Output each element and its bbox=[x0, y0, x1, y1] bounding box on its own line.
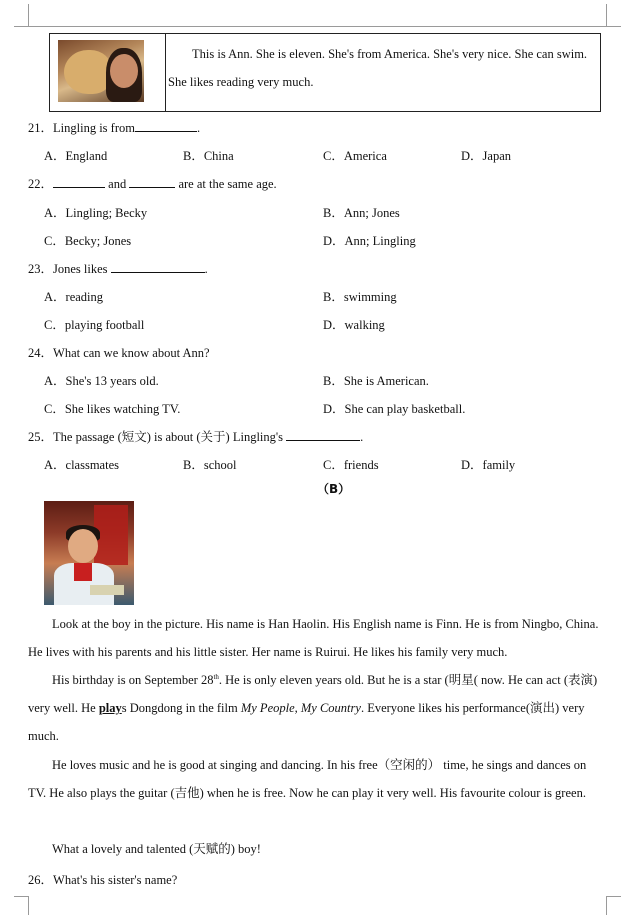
answer-blank bbox=[286, 429, 360, 441]
option-23-d[interactable]: D．walking bbox=[323, 318, 385, 332]
crop-mark-bottom-right bbox=[606, 896, 621, 915]
answer-blank bbox=[129, 176, 175, 188]
option-23-a[interactable]: A．reading bbox=[44, 290, 104, 304]
section-b-heading: （B） bbox=[317, 482, 351, 496]
ann-info-card bbox=[49, 33, 601, 112]
option-24-c[interactable]: C．She likes watching TV. bbox=[44, 402, 181, 416]
paragraph-1: Look at the boy in the picture. His name is Han Haolin. His English name is Finn. He is from Ningbo, China. He lives with his parents and his little sister. Her name is Ruirui. He likes his family very much. bbox=[28, 617, 599, 659]
option-22-d[interactable]: D．Ann; Lingling bbox=[323, 234, 416, 248]
ann-description: This is Ann. She is eleven. She's from America. She's very nice. She can swim. She likes reading very much. bbox=[168, 47, 588, 89]
paragraph-4: What a lovely and talented (天赋的) boy! bbox=[52, 842, 261, 856]
answer-blank bbox=[53, 176, 105, 188]
crop-mark-top-left bbox=[14, 4, 29, 27]
option-22-c[interactable]: C．Becky; Jones bbox=[44, 234, 132, 248]
crop-mark-bottom-left bbox=[14, 896, 29, 915]
question-22: 22． and are at the same age. bbox=[28, 177, 277, 191]
option-21-d[interactable]: D．Japan bbox=[461, 149, 511, 163]
film-poster-photo bbox=[44, 501, 134, 605]
crop-mark-top-right bbox=[606, 4, 621, 27]
option-23-b[interactable]: B．swimming bbox=[323, 290, 397, 304]
option-23-c[interactable]: C．playing football bbox=[44, 318, 145, 332]
header-rule bbox=[28, 26, 606, 27]
question-25: 25．The passage (短文) is about (关于) Lingling's . bbox=[28, 430, 364, 444]
card-divider bbox=[165, 34, 166, 111]
option-25-b[interactable]: B．school bbox=[183, 458, 237, 472]
option-25-c[interactable]: C．friends bbox=[323, 458, 379, 472]
paragraph-2: His birthday is on September 28th. He is only eleven years old. But he is a star (明星( now. He can act (表演) very well. He plays Dongdong in the film My People, My Country. Everyone likes his performance(演出) very much. bbox=[28, 672, 598, 743]
question-23: 23．Jones likes . bbox=[28, 262, 208, 276]
option-21-c[interactable]: C．America bbox=[323, 149, 387, 163]
option-24-a[interactable]: A．She's 13 years old. bbox=[44, 374, 159, 388]
option-24-b[interactable]: B．She is American. bbox=[323, 374, 429, 388]
ann-photo bbox=[58, 40, 144, 102]
option-22-b[interactable]: B．Ann; Jones bbox=[323, 206, 400, 220]
paragraph-3: He loves music and he is good at singing and dancing. In his free（空闲的） time, he sings and dances on TV. He also plays the guitar (吉他) when he is free. Now he can play it very well. His favourite colour is green. bbox=[28, 758, 587, 800]
question-24: 24．What can we know about Ann? bbox=[28, 346, 210, 360]
option-24-d[interactable]: D．She can play basketball. bbox=[323, 402, 466, 416]
option-21-b[interactable]: B．China bbox=[183, 149, 234, 163]
answer-blank bbox=[135, 120, 197, 132]
option-22-a[interactable]: A．Lingling; Becky bbox=[44, 206, 148, 220]
question-26: 26．What's his sister's name? bbox=[28, 873, 178, 887]
option-21-a[interactable]: A．England bbox=[44, 149, 108, 163]
option-25-a[interactable]: A．classmates bbox=[44, 458, 119, 472]
option-25-d[interactable]: D．family bbox=[461, 458, 516, 472]
answer-blank bbox=[111, 261, 205, 273]
question-21: 21．Lingling is from . bbox=[28, 121, 201, 135]
